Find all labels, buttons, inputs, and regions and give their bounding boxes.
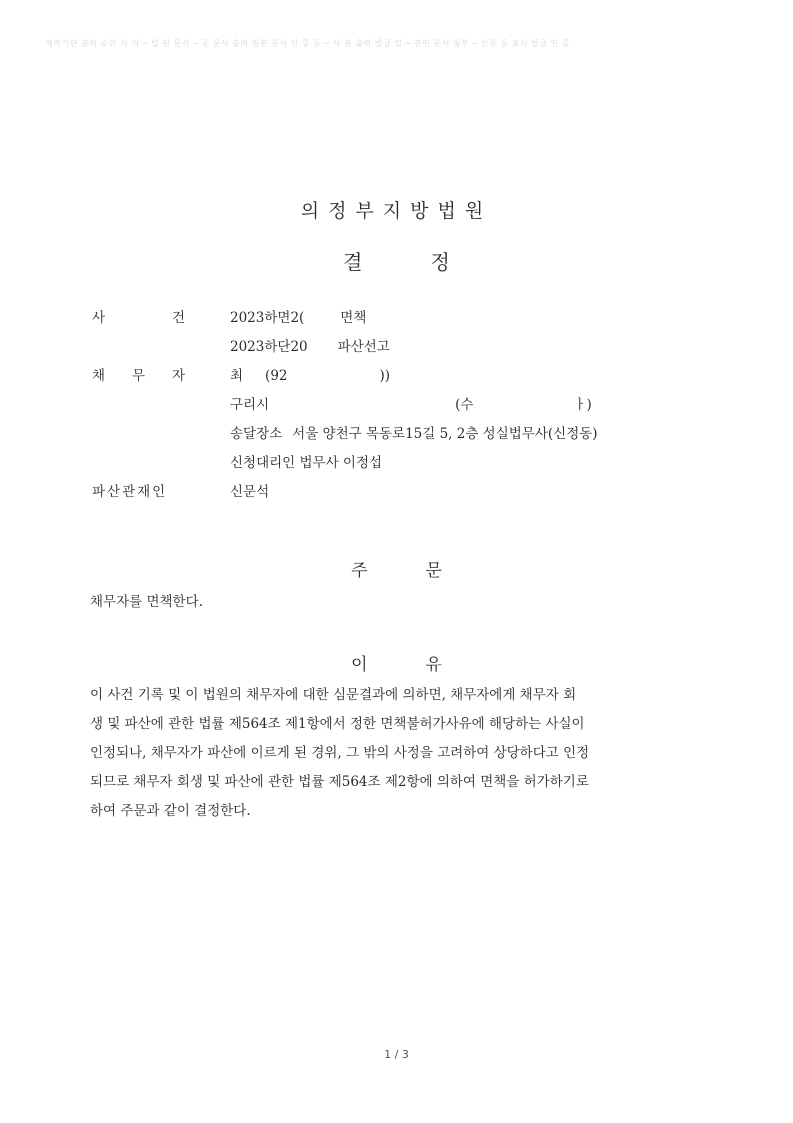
case-value-2 xyxy=(230,335,390,355)
debtor-label: 채 무 자 xyxy=(92,368,186,384)
court-name: 의정부지방법원 xyxy=(300,200,493,222)
document-type-title xyxy=(0,246,793,275)
address-city: 구리시 xyxy=(230,397,270,413)
address-value xyxy=(230,393,592,413)
reason-text xyxy=(90,683,670,828)
document-type-char-1: 결 xyxy=(343,250,363,274)
case-number-1: 2023하면2( xyxy=(230,310,305,326)
debtor-name: 최 xyxy=(230,368,244,384)
reason-line: 생 및 파산에 관한 법률 제564조 제1항에서 정한 면책불허가사유에 해당하는 사실이 xyxy=(90,716,585,732)
trustee-label: 파산관재인 xyxy=(92,484,168,500)
case-number-2: 2023하단20 xyxy=(230,339,308,355)
order-section-title: 주 문 xyxy=(351,561,442,581)
reason-line: 되므로 채무자 회생 및 파산에 관한 법률 제564조 제2항에 의하여 면책을 허가하기로 xyxy=(90,774,589,790)
faded-header-text: 제작기관 출력 승인 시 서 ─ 법 원 문서 ─ 공 문서 출력 원본 문서 인 증 등 ─ 사 본 출력 발급 일 ─ 관련 문서 첨부 ─ 인증 등 표시 발급 인 증 xyxy=(45,39,570,48)
document-type-char-2: 정 xyxy=(430,250,450,274)
address-close: ㅏ) xyxy=(573,397,592,413)
reason-line: 인정되나, 채무자가 파산에 이르게 된 경위, 그 밖의 사정을 고려하여 상당하다고 인정 xyxy=(90,745,590,761)
case-value-1 xyxy=(230,306,366,326)
page-number: 1 / 3 xyxy=(384,1048,409,1061)
debtor-name-value xyxy=(230,364,390,384)
trustee-name: 신문석 xyxy=(230,484,270,500)
address-open: (수 xyxy=(455,397,474,413)
reason-line: 이 사건 기록 및 이 법원의 채무자에 대한 심문결과에 의하면, 채무자에게 채무자 회 xyxy=(90,687,577,703)
service-label: 송달장소 xyxy=(230,426,283,442)
reason-section-title: 이 유 xyxy=(351,655,442,675)
case-type-2: 파산선고 xyxy=(337,339,390,355)
service-value xyxy=(230,422,598,442)
service-address: 서울 양천구 목동로15길 5, 2층 성실법무사(신정동) xyxy=(292,426,598,442)
order-text: 채무자를 면책한다. xyxy=(90,594,203,610)
debtor-id-close: )) xyxy=(379,368,391,384)
case-type-1: 면책 xyxy=(340,310,367,326)
agent-value: 신청대리인 법무사 이정섭 xyxy=(230,455,383,471)
debtor-id-fragment: (92 xyxy=(265,368,288,384)
case-label: 사 건 xyxy=(92,310,186,326)
reason-line: 하여 주문과 같이 결정한다. xyxy=(90,803,251,819)
